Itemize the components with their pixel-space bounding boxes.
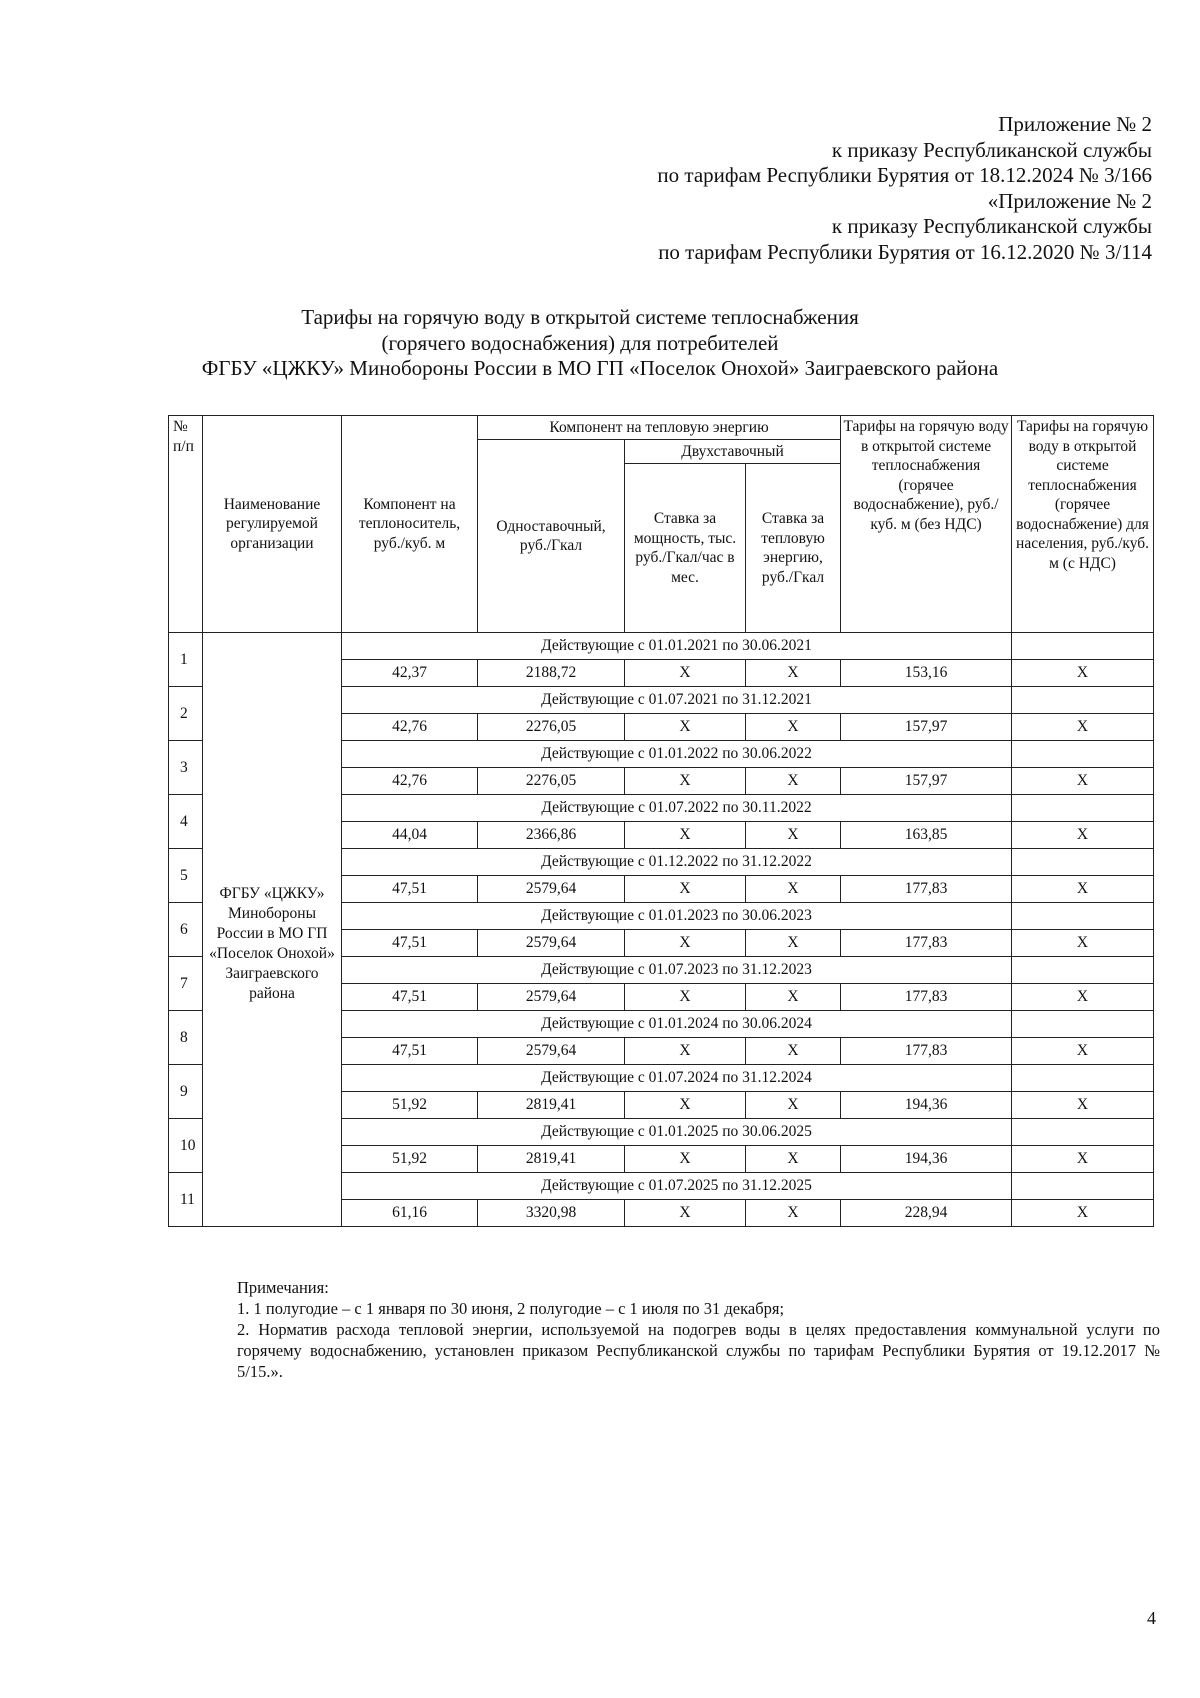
header-line: «Приложение № 2 [987, 188, 1152, 213]
note-item: 1. 1 полугодие – с 1 января по 30 июня, 2 полугодие – с 1 июля по 31 декабря; [237, 1299, 785, 1318]
header-carrier: Компонент на теплоноситель, руб./куб. м [342, 416, 478, 633]
capacity-rate-value: Х [625, 768, 746, 795]
title-line-2: (горячего водоснабжения) для потребителей [381, 330, 779, 355]
header-line: к приказу Республиканской службы [831, 137, 1152, 162]
tariff-value: 157,97 [841, 768, 1012, 795]
period-label: Действующие с 01.01.2021 по 30.06.2021 [342, 633, 1012, 660]
capacity-rate-value: Х [625, 1038, 746, 1065]
title-line-1: Тарифы на горячую воду в открытой системе теплоснабжения [301, 305, 859, 329]
carrier-value: 47,51 [342, 1038, 478, 1065]
empty-cell [1012, 633, 1154, 660]
single-rate-value: 2188,72 [478, 660, 625, 687]
population-tariff-value: Х [1012, 930, 1154, 957]
tariff-value: 228,94 [841, 1200, 1012, 1227]
tariff-value: 177,83 [841, 984, 1012, 1011]
empty-cell [1012, 1065, 1154, 1092]
population-tariff-value: Х [1012, 1200, 1154, 1227]
row-number: 1 [169, 633, 203, 687]
carrier-value: 47,51 [342, 930, 478, 957]
carrier-value: 42,76 [342, 768, 478, 795]
row-number: 2 [169, 687, 203, 741]
header-line: по тарифам Республики Бурятия от 16.12.2020 № 3/114 [658, 239, 1152, 264]
population-tariff-value: Х [1012, 984, 1154, 1011]
header-two-part: Двухставочный [625, 440, 841, 464]
tariff-value: 177,83 [841, 1038, 1012, 1065]
capacity-rate-value: Х [625, 876, 746, 903]
single-rate-value: 2276,05 [478, 768, 625, 795]
capacity-rate-value: Х [625, 1092, 746, 1119]
single-rate-value: 2276,05 [478, 714, 625, 741]
empty-cell [1012, 849, 1154, 876]
header-num: № п/п [169, 416, 203, 633]
period-label: Действующие с 01.07.2024 по 31.12.2024 [342, 1065, 1012, 1092]
energy-rate-value: Х [746, 876, 841, 903]
header-org: Наименование регулируемой организации [203, 416, 342, 633]
tariff-value: 163,85 [841, 822, 1012, 849]
period-label: Действующие с 01.07.2022 по 30.11.2022 [342, 795, 1012, 822]
header-line: к приказу Республиканской службы [831, 214, 1152, 238]
tariff-value: 177,83 [841, 876, 1012, 903]
row-number: 10 [169, 1119, 203, 1173]
empty-cell [1012, 687, 1154, 714]
row-number: 11 [169, 1173, 203, 1227]
period-label: Действующие с 01.12.2022 по 31.12.2022 [342, 849, 1012, 876]
carrier-value: 51,92 [342, 1146, 478, 1173]
empty-cell [1012, 903, 1154, 930]
period-row [169, 633, 1154, 660]
tariff-value: 194,36 [841, 1092, 1012, 1119]
carrier-value: 44,04 [342, 822, 478, 849]
empty-cell [1012, 1011, 1154, 1038]
energy-rate-value: Х [746, 930, 841, 957]
title-line-3: ФГБУ «ЦЖКУ» Минобороны России в МО ГП «Поселок Онохой» Заиграевского района [201, 356, 999, 380]
tariff-value: 153,16 [841, 660, 1012, 687]
population-tariff-value: Х [1012, 660, 1154, 687]
carrier-value: 47,51 [342, 876, 478, 903]
energy-rate-value: Х [746, 768, 841, 795]
population-tariff-value: Х [1012, 1092, 1154, 1119]
header-energy-component: Компонент на тепловую энергию [478, 416, 841, 440]
document-title [0, 305, 1160, 382]
carrier-value: 47,51 [342, 984, 478, 1011]
energy-rate-value: Х [746, 1038, 841, 1065]
note-item: 2. Норматив расхода тепловой энергии, используемой на подогрев воды в целях предоставления коммунальной услуги по горячему водоснабжению, установлен приказом Республиканской службы по тарифам Республики Бурятия от 19.12.2017 № 5/15.». [237, 1320, 1160, 1381]
capacity-rate-value: Х [625, 822, 746, 849]
single-rate-value: 2819,41 [478, 1092, 625, 1119]
population-tariff-value: Х [1012, 822, 1154, 849]
header-line: Приложение № 2 [998, 112, 1152, 136]
empty-cell [1012, 957, 1154, 984]
single-rate-value: 2819,41 [478, 1146, 625, 1173]
energy-rate-value: Х [746, 984, 841, 1011]
carrier-value: 51,92 [342, 1092, 478, 1119]
carrier-value: 61,16 [342, 1200, 478, 1227]
notes [237, 1277, 1160, 1382]
energy-rate-value: Х [746, 1092, 841, 1119]
tariffs-table-body [169, 633, 1154, 1227]
period-label: Действующие с 01.01.2024 по 30.06.2024 [342, 1011, 1012, 1038]
carrier-value: 42,76 [342, 714, 478, 741]
population-tariff-value: Х [1012, 876, 1154, 903]
row-number: 6 [169, 903, 203, 957]
header-single-rate: Одноставочный, руб./Гкал [478, 440, 625, 633]
row-number: 8 [169, 1011, 203, 1065]
row-number: 3 [169, 741, 203, 795]
period-label: Действующие с 01.07.2021 по 31.12.2021 [342, 687, 1012, 714]
capacity-rate-value: Х [625, 984, 746, 1011]
header-line: по тарифам Республики Бурятия от 18.12.2024 № 3/166 [657, 163, 1152, 187]
notes-title: Примечания: [237, 1278, 329, 1297]
capacity-rate-value: Х [625, 1200, 746, 1227]
tariff-value: 177,83 [841, 930, 1012, 957]
empty-cell [1012, 741, 1154, 768]
energy-rate-value: Х [746, 1200, 841, 1227]
population-tariff-value: Х [1012, 768, 1154, 795]
empty-cell [1012, 795, 1154, 822]
population-tariff-value: Х [1012, 714, 1154, 741]
period-label: Действующие с 01.07.2023 по 31.12.2023 [342, 957, 1012, 984]
single-rate-value: 3320,98 [478, 1200, 625, 1227]
header-tariff-population: Тарифы на горячую воду в открытой системе теплоснабжения (горячее водоснабжение) для населения, руб./куб. м (с НДС) [1012, 416, 1154, 633]
tariffs-table [168, 415, 1154, 1227]
single-rate-value: 2579,64 [478, 984, 625, 1011]
row-number: 4 [169, 795, 203, 849]
header-tariff-excl-vat: Тарифы на горячую воду в открытой системе теплоснабжения (горячее водоснабжение), руб./куб. м (без НДС) [841, 416, 1012, 633]
carrier-value: 42,37 [342, 660, 478, 687]
population-tariff-value: Х [1012, 1146, 1154, 1173]
energy-rate-value: Х [746, 822, 841, 849]
empty-cell [1012, 1119, 1154, 1146]
empty-cell [1012, 1173, 1154, 1200]
period-label: Действующие с 01.01.2022 по 30.06.2022 [342, 741, 1012, 768]
organization-name: ФГБУ «ЦЖКУ» Минобороны России в МО ГП «Поселок Онохой» Заиграевского района [203, 633, 342, 1227]
energy-rate-value: Х [746, 660, 841, 687]
row-number: 5 [169, 849, 203, 903]
capacity-rate-value: Х [625, 1146, 746, 1173]
period-label: Действующие с 01.01.2025 по 30.06.2025 [342, 1119, 1012, 1146]
capacity-rate-value: Х [625, 930, 746, 957]
single-rate-value: 2579,64 [478, 1038, 625, 1065]
single-rate-value: 2366,86 [478, 822, 625, 849]
single-rate-value: 2579,64 [478, 876, 625, 903]
header-capacity-rate: Ставка за мощность, тыс. руб./Гкал/час в мес. [625, 464, 746, 633]
header-energy-rate: Ставка за тепловую энергию, руб./Гкал [746, 464, 841, 633]
tariff-value: 194,36 [841, 1146, 1012, 1173]
page-number: 4 [1147, 1608, 1156, 1628]
single-rate-value: 2579,64 [478, 930, 625, 957]
capacity-rate-value: Х [625, 714, 746, 741]
period-label: Действующие с 01.07.2025 по 31.12.2025 [342, 1173, 1012, 1200]
row-number: 9 [169, 1065, 203, 1119]
energy-rate-value: Х [746, 1146, 841, 1173]
population-tariff-value: Х [1012, 1038, 1154, 1065]
row-number: 7 [169, 957, 203, 1011]
capacity-rate-value: Х [625, 660, 746, 687]
energy-rate-value: Х [746, 714, 841, 741]
period-label: Действующие с 01.01.2023 по 30.06.2023 [342, 903, 1012, 930]
appendix-header [657, 112, 1152, 265]
tariff-value: 157,97 [841, 714, 1012, 741]
